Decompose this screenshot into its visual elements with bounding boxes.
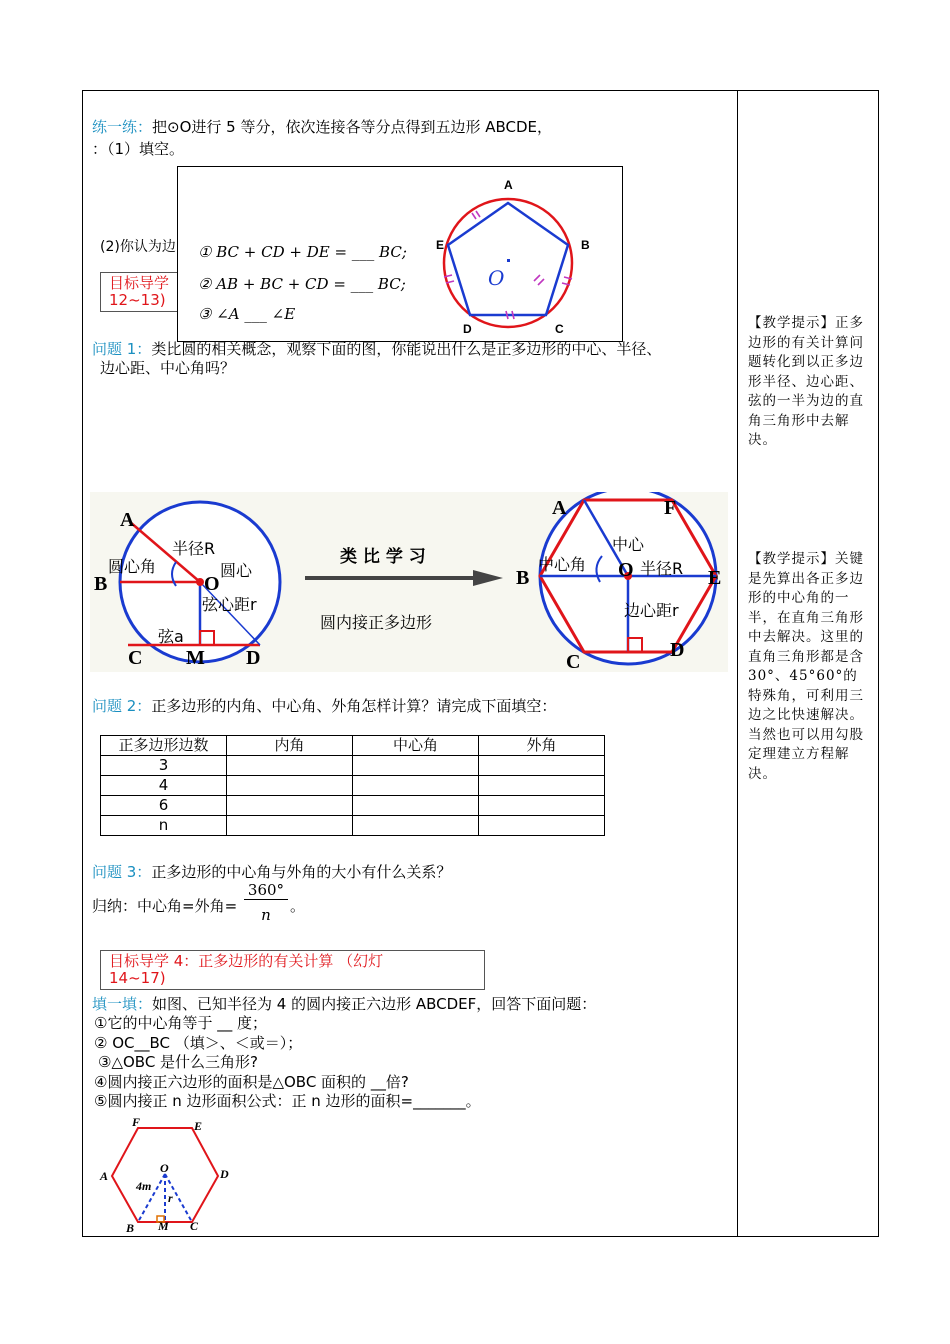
right-label-e: E	[708, 567, 722, 589]
right-label-f: F	[664, 497, 677, 519]
q1-text: 类比圆的相关概念，观察下面的图，你能说出什么是正多边形的中心、半径、	[151, 340, 662, 358]
teaching-tip-2: 【教学提示】关键是先算出各正多边形的中心角的一半，在直角三角形中去解决。这里的直角三角形都是含30°、45°60°的特殊角，可利用三边之比快速解决。当然也可以用勾股定理建立方程解决。	[748, 551, 864, 782]
angle-table	[100, 735, 605, 836]
right-label-a: A	[552, 497, 567, 519]
fill-item: ③△OBC 是什么三角形?	[98, 1053, 259, 1071]
fill-items	[94, 1014, 481, 1112]
right-label-o: O	[618, 559, 634, 581]
table-cell-blank[interactable]	[353, 816, 479, 836]
q2-label: 问题 2：	[92, 697, 152, 715]
table-header: 正多边形边数	[101, 736, 227, 756]
analogy-figure	[90, 492, 728, 672]
fraction-numerator: 360°	[244, 881, 288, 900]
table-cell-blank[interactable]	[479, 816, 605, 836]
question-1	[92, 340, 722, 378]
table-header: 外角	[479, 736, 605, 756]
fill-item: ①它的中心角等于 __ 度；	[94, 1014, 267, 1032]
question-2	[92, 695, 556, 716]
table-cell-blank[interactable]	[227, 756, 353, 776]
goal4-line2: 14~17)	[109, 969, 166, 987]
goal3-line1: 目标导学	[109, 274, 170, 292]
q2-text: 正多边形的内角、中心角、外角怎样计算？请完成下面填空：	[151, 697, 557, 715]
hex-label-b: B	[126, 1221, 135, 1235]
hex-label-f: F	[132, 1116, 141, 1129]
table-cell-blank[interactable]	[479, 756, 605, 776]
fill-item: ② OC__BC （填＞、＜或＝）；	[94, 1033, 303, 1052]
equation-1: ① BC + CD + DE = ___ BC;	[198, 243, 407, 261]
left-label-d: D	[246, 647, 261, 669]
table-row	[101, 796, 605, 816]
hex-label-o: O	[160, 1161, 169, 1175]
equation-3: ③ ∠A ___ ∠E	[198, 305, 296, 323]
hex-label-m: M	[158, 1219, 169, 1233]
left-apothem-label: 弦心距r	[202, 595, 257, 614]
right-label-b: B	[516, 567, 530, 589]
fill-item: ⑤圆内接正 n 边形面积公式：正 n 边形的面积=_______。	[94, 1092, 481, 1110]
hex-label-r: r	[168, 1191, 173, 1205]
table-cell-blank[interactable]	[353, 796, 479, 816]
teaching-tip-1: 【教学提示】正多边形的有关计算问题转化到以正多边形半径、边心距、弦的一半为边的直角三角形中去解决。	[748, 315, 864, 448]
left-label-b: B	[94, 573, 108, 595]
table-header: 内角	[227, 736, 353, 756]
pentagon-label-c: C	[555, 322, 564, 336]
fill-heading	[92, 993, 596, 1014]
table-cell-sides: 4	[101, 776, 227, 796]
right-radius-label: 半径R	[640, 559, 684, 578]
left-center-label: 圆心	[220, 561, 253, 580]
table-cell-blank[interactable]	[479, 796, 605, 816]
goal3-box	[100, 272, 178, 312]
pentagon-label-b: B	[581, 238, 590, 252]
table-cell-blank[interactable]	[227, 776, 353, 796]
table-cell-blank[interactable]	[353, 776, 479, 796]
table-row	[101, 776, 605, 796]
table-cell-blank[interactable]	[227, 816, 353, 836]
column-divider	[737, 90, 738, 1237]
hex-label-a: A	[100, 1169, 109, 1183]
table-row	[101, 756, 605, 776]
hex-label-length: 4m	[136, 1179, 152, 1193]
pentagon-label-a: A	[504, 178, 513, 192]
pentagon-label-e: E	[436, 238, 445, 252]
left-label-m: M	[186, 647, 205, 669]
hex-label-e: E	[194, 1119, 203, 1133]
q3-text: 正多边形的中心角与外角的大小有什么关系？	[151, 863, 452, 881]
pentagon-box	[177, 166, 623, 342]
arrow-top-label: 类 比 学 习	[340, 547, 426, 567]
fill-item: ④圆内接正六边形的面积是△OBC 面积的 __倍?	[94, 1072, 409, 1091]
table-cell-sides: n	[101, 816, 227, 836]
goal4-line1: 目标导学 4：正多边形的有关计算 （幻灯	[109, 952, 384, 970]
pentagon-figure	[428, 173, 618, 337]
table-cell-sides: 6	[101, 796, 227, 816]
practice-sub2: (2)你认为边	[100, 239, 176, 255]
arrow-bottom-label: 圆内接正多边形	[320, 613, 433, 632]
pentagon-label-d: D	[463, 322, 472, 336]
right-angle-label: 中心角	[538, 555, 587, 574]
left-label-o: O	[204, 573, 220, 595]
right-apothem-label: 边心距r	[624, 601, 679, 620]
q3-label: 问题 3：	[92, 863, 152, 881]
left-label-c: C	[128, 647, 143, 669]
hex-label-d: D	[220, 1167, 229, 1181]
table-row	[101, 816, 605, 836]
practice-label: 练一练：	[92, 118, 153, 136]
q1-text2: 边心距、中心角吗？	[100, 359, 236, 377]
practice-sub1: ：（1）填空。	[92, 140, 185, 158]
left-label-a: A	[120, 509, 135, 531]
q1-label: 问题 1：	[92, 340, 152, 358]
equation-2: ② AB + BC + CD = ___ BC;	[198, 275, 406, 293]
table-cell-blank[interactable]	[227, 796, 353, 816]
question-3	[92, 861, 451, 882]
table-header-row	[101, 736, 605, 756]
left-angle-label: 圆心角	[108, 557, 157, 576]
hex-label-c: C	[190, 1219, 199, 1233]
pentagon-label-o: O	[488, 266, 505, 290]
practice-text: 把⊙O进行 5 等分，依次连接各等分点得到五边形 ABCDE，	[152, 118, 553, 136]
left-chord-label: 弦a	[158, 627, 184, 646]
hexagon-figure	[96, 1116, 236, 1236]
fill-text: 如图、已知半径为 4 的圆内接正六边形 ABCDEF，回答下面问题：	[152, 995, 597, 1013]
fill-label: 填一填：	[92, 995, 153, 1013]
right-center-label: 中心	[612, 535, 645, 554]
table-cell-sides: 3	[101, 756, 227, 776]
table-cell-blank[interactable]	[479, 776, 605, 796]
table-header: 中心角	[353, 736, 479, 756]
left-radius-label: 半径R	[172, 539, 216, 558]
summary-end: 。	[290, 897, 306, 915]
fraction-denominator: n	[261, 906, 271, 924]
table-cell-blank[interactable]	[353, 756, 479, 776]
goal4-box	[100, 950, 485, 990]
summary-text: 归纳：中心角=外角=	[92, 897, 238, 915]
practice-line	[92, 116, 552, 137]
right-label-d: D	[670, 639, 685, 661]
right-label-c: C	[566, 651, 581, 672]
goal3-line2: 12~13)	[109, 291, 166, 309]
